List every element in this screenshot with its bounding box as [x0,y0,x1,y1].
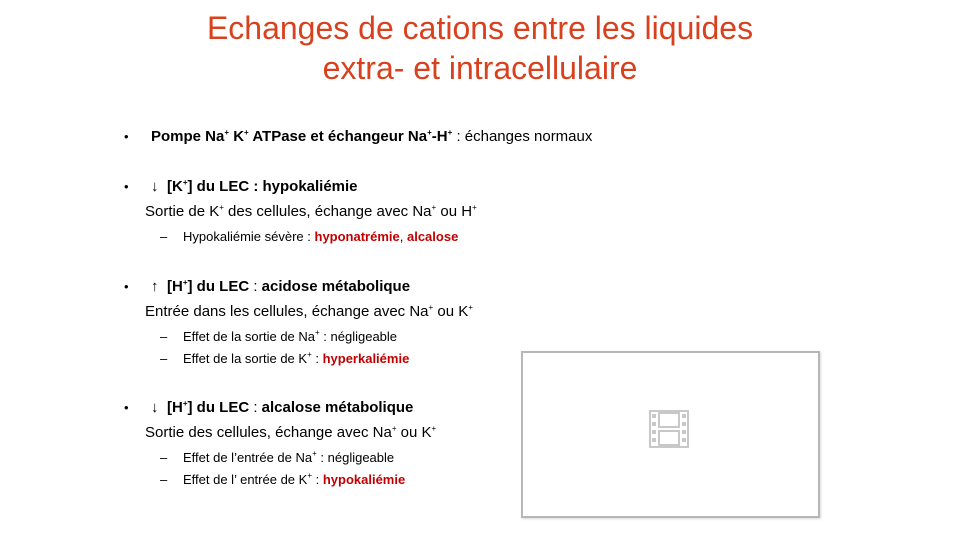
sub-item [160,351,409,366]
sub-item [160,450,394,465]
superscript: + [315,328,320,337]
superscript: + [219,203,224,212]
superscript: + [307,471,312,480]
bullet-dot: • [124,179,129,194]
sub-text: , [399,229,407,244]
bullet-text: acidose métabolique [261,278,411,295]
highlight-text: hyperkaliémie [322,351,410,366]
bullet-text: ] du LEC [187,399,250,416]
bullet-dot: • [124,400,129,415]
detail-text: Sortie des cellules, échange avec Na [145,424,392,441]
bullet-text: : échanges normaux [452,128,593,145]
bullet-text: [H [167,278,183,295]
sub-text: Effet de la sortie de Na [183,329,316,344]
superscript: + [312,449,317,458]
film-icon [649,410,689,448]
superscript: + [431,203,437,212]
superscript: + [431,424,437,433]
superscript: + [224,128,230,137]
bullet-text: alcalose métabolique [261,399,414,416]
superscript: + [391,424,397,433]
detail-text: Sortie de K [145,203,220,220]
detail-text: ou K [433,303,469,320]
highlight-text: hypokaliémie [322,472,406,487]
bullet-text: : [249,399,262,416]
sub-text: Hypokaliémie sévère : [183,229,315,244]
detail-text: ou K [396,424,432,441]
sub-dash: – [160,351,168,366]
superscript: + [182,278,188,287]
highlight-text: alcalose [406,229,459,244]
arrow-down-icon: ↓ [151,178,159,195]
bullet-detail [145,303,473,320]
bullet-text: K [229,128,245,145]
highlight-text: hyponatrémie [314,229,400,244]
sub-dash: – [160,329,168,344]
detail-text: des cellules, échange avec Na [223,203,432,220]
sub-item [160,329,397,344]
sub-text: Effet de l’ entrée de K [183,472,308,487]
sub-text: : négligeable [319,329,398,344]
bullet-text: Pompe Na [151,128,225,145]
bullet-alcalose [124,399,413,416]
sub-item [160,472,405,487]
video-placeholder[interactable] [521,351,820,518]
superscript: + [472,203,477,212]
superscript: + [468,303,473,312]
bullet-text: : [249,278,262,295]
arrow-up-icon: ↑ [151,278,159,295]
bullet-text: [H [167,399,183,416]
sub-item [160,229,458,244]
detail-text: Entrée dans les cellules, échange avec Na [145,303,429,320]
bullet-dot: • [124,129,129,144]
title-line-2: extra- et intracellulaire [322,50,638,86]
sub-text: Effet de l’entrée de Na [183,450,313,465]
sub-text: : [311,472,323,487]
superscript: + [182,178,188,187]
bullet-hypokaliemie [124,178,358,195]
slide-title [0,8,960,88]
superscript: + [182,399,188,408]
bullet-detail [145,203,477,220]
bullet-pompe [124,128,592,145]
title-line-1: Echanges de cations entre les liquides [206,10,754,46]
bullet-text: ] du LEC : hypokaliémie [187,178,358,195]
bullet-text: ATPase et échangeur Na [248,128,428,145]
sub-dash: – [160,229,168,244]
bullet-text: ] du LEC [187,278,250,295]
bullet-dot: • [124,279,129,294]
superscript: + [428,303,434,312]
bullet-detail [145,424,436,441]
sub-dash: – [160,472,168,487]
sub-text: Effet de la sortie de K [183,351,308,366]
superscript: + [307,350,312,359]
superscript: + [244,128,249,137]
bullet-text: -H [431,128,448,145]
detail-text: ou H [436,203,473,220]
sub-text: : négligeable [316,450,395,465]
bullet-text: [K [167,178,183,195]
superscript: + [427,128,432,137]
sub-dash: – [160,450,168,465]
arrow-down-icon: ↓ [151,399,159,416]
sub-text: : [311,351,323,366]
bullet-acidose [124,278,410,295]
superscript: + [447,128,453,137]
